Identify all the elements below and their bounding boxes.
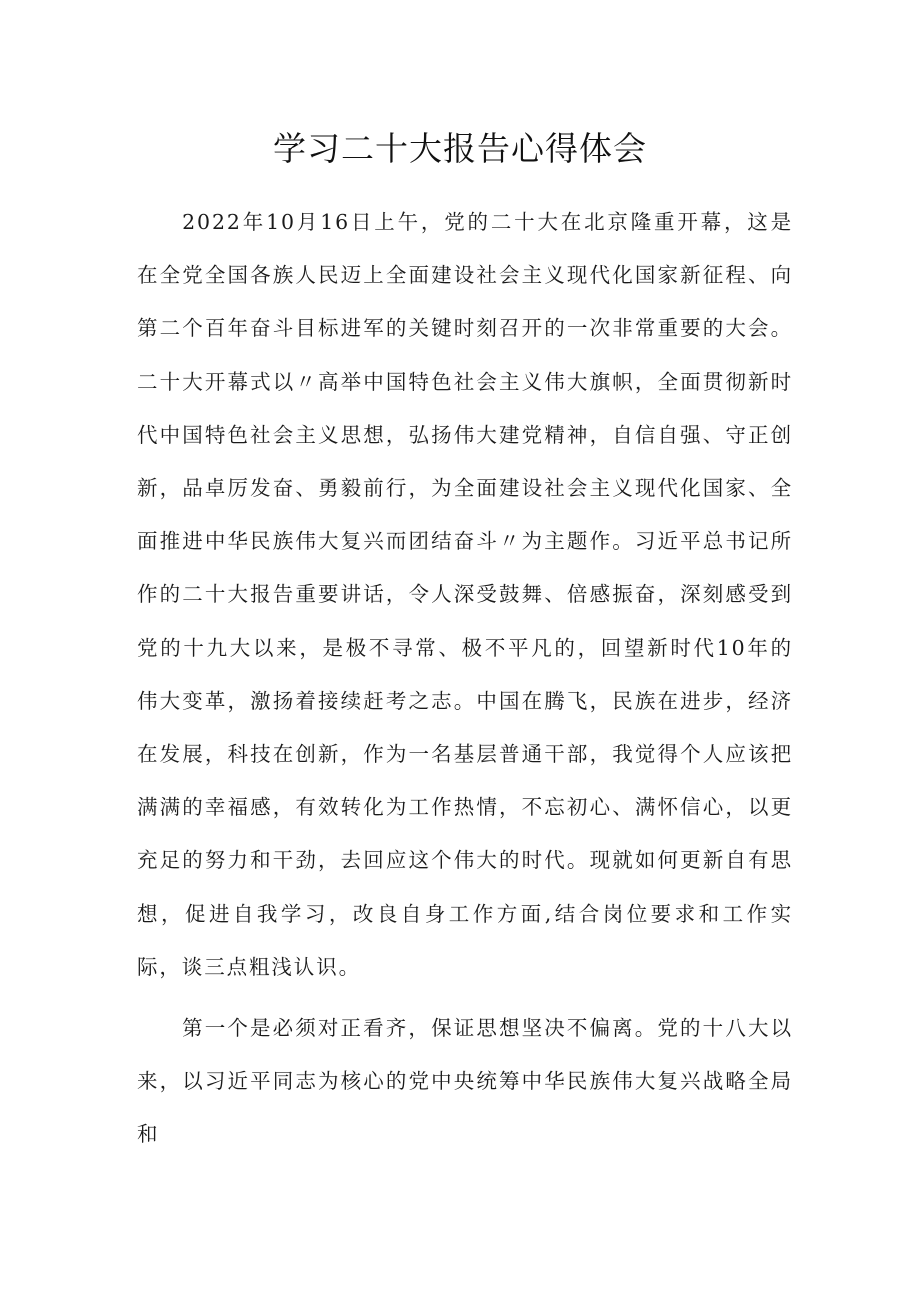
document-title: 学习二十大报告心得体会 <box>273 129 647 168</box>
paragraph-2: 第一个是必须对正看齐，保证思想坚决不偏离。党的十八大以来，以习近平同志为核心的党中央统筹中华民族伟大复兴战略全局和 <box>137 1016 793 1147</box>
document-body <box>137 196 793 1162</box>
paragraph-1: 2022年10月16日上午，党的二十大在北京隆重开幕，这是在全党全国各族人民迈上全面建设社会主义现代化国家新征程、向第二个百年奋斗目标进军的关键时刻召开的一次非常重要的大会。二十大开幕式以〃高举中国特色社会主义伟大旗帜，全面贯彻新时代中国特色社会主义思想，弘扬伟大建党精神，自信自强、守正创新，品卓厉发奋、勇毅前行，为全面建设社会主义现代化国家、全面推进中华民族伟大复兴而团结奋斗〃为主题作。习近平总书记所作的二十大报告重要讲话，令人深受鼓舞、倍感振奋，深刻感受到党的十九大以来，是极不寻常、极不平凡的，回望新时代10年的伟大变革，激扬着接续赶考之志。中国在腾飞，民族在进步，经济在发展，科技在创新，作为一名基层普通干部，我觉得个人应该把满满的幸福感，有效转化为工作热情，不忘初心、满怀信心，以更充足的努力和干劲，去回应这个伟大的时代。现就如何更新自有思想，促进自我学习，改良自身工作方面,结合岗位要求和工作实际，谈三点粗浅认识。 <box>137 210 793 979</box>
